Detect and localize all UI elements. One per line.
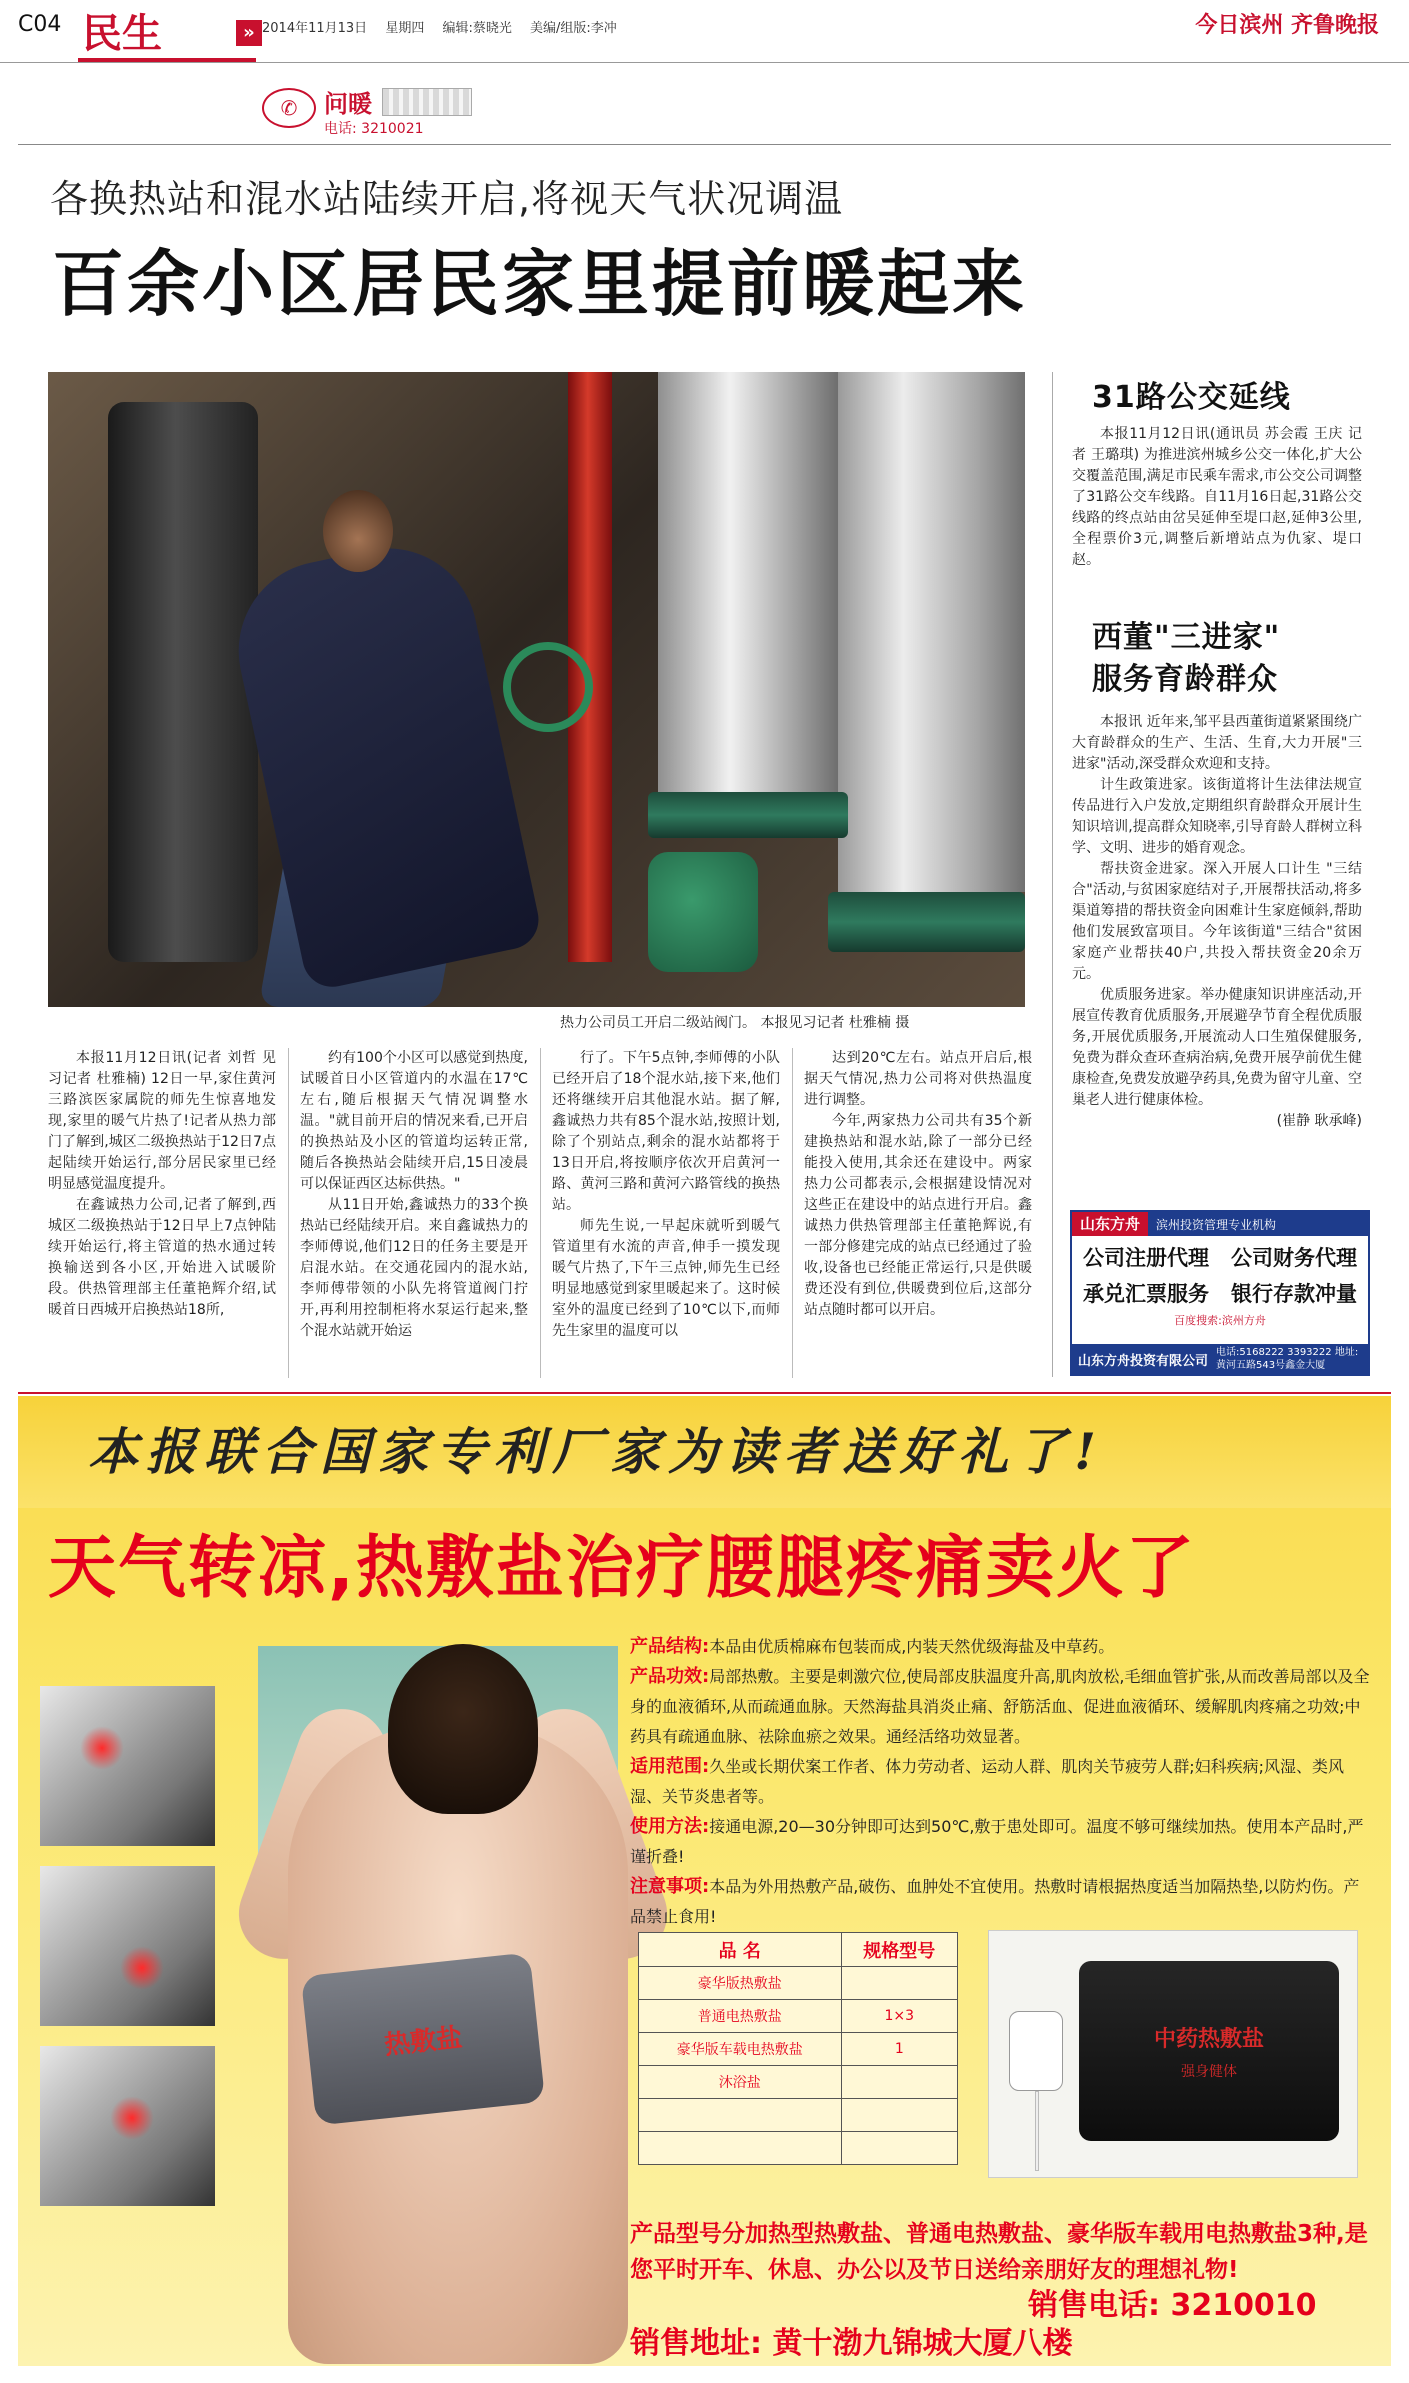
thermometer-icon: ✆ [262,88,316,128]
table-header: 品 名 [639,1933,842,1967]
advert-bottom-text: 产品型号分加热型热敷盐、普通电热敷盐、豪华版车载用电热敷盐3种,是您平时开车、休息、办公以及节日送给亲朋好友的理想礼物! [630,2221,1368,2283]
table-cell [639,2099,842,2132]
photo-caption: 热力公司员工开启二级站阀门。 本报见习记者 杜雅楠 摄 [560,1015,910,1031]
section-label [78,2,256,58]
issue-meta [262,17,631,36]
product-spec-item [630,1872,1370,1932]
radiator-icon [382,88,472,116]
designer-credit: 美编/组版:李冲 [530,21,617,36]
table-cell: 豪华版热敷盐 [639,1967,842,2000]
table-cell [841,2066,957,2099]
page-header [0,0,1409,90]
product-spec-item [630,1662,1370,1752]
fangzhou-contact: 电话:5168222 3393222 地址:黄河五路543号鑫金大厦 [1216,1347,1359,1371]
sanjinjia-body [1072,712,1362,1132]
table-cell [841,2132,957,2165]
article-column-1 [48,1048,276,1321]
article-paragraph: 从11日开始,鑫诚热力的33个换热站已经陆续开启。来自鑫诚热力的李师傅说,他们12日的任务主要是开启混水站。在交通花园内的混水站,李师傅带领的小队先将管道阀门拧开,再利用控制柜将水泵运行起来,整个混水站就开始运 [300,1197,528,1339]
page-number: C04 [18,12,62,37]
sales-phone: 销售电话: 3210010 [1028,2288,1317,2323]
power-cord [1035,2091,1039,2171]
product-spec-item [630,1812,1370,1872]
fangzhou-advert-header [1072,1212,1368,1236]
heat-pad-image [301,1952,545,2125]
heat-pad-label: 热敷盐 [382,2022,464,2061]
photo-worker-head [323,490,393,572]
product-photo [988,1930,1358,2178]
issue-weekday: 星期四 [385,21,425,36]
advert-subheadline: 天气转凉,热敷盐治疗腰腿疼痛卖火了 [48,1529,1196,1608]
product-pad-label: 中药热敷盐 [1153,2025,1264,2052]
electric-heat-pad [1079,1961,1339,2141]
sanjinjia-title-line1: 西董"三进家" [1092,620,1281,655]
fangzhou-service: 公司财务代理 [1231,1246,1357,1270]
table-cell: 1 [841,2033,957,2066]
spec-text: 局部热敷。主要是刺激穴位,使局部皮肤温度升高,肌肉放松,毛细血管扩张,从而改善局部以及全身的血液循环,从而疏通血脉。天然海盐具消炎止痛、舒筋活血、促进血液循环、缓解肌肉疼痛之功效;中药具有疏通血脉、祛除血瘀之效果。通经活络功效显著。 [630,1667,1370,1746]
pain-hotspot [80,1726,124,1770]
table-row [639,2132,958,2165]
header-divider [0,62,1409,63]
column-divider [792,1048,793,1378]
table-header-row [639,1933,958,1967]
chevron-right-icon: » [236,20,262,46]
table-cell [841,1967,957,2000]
sanjinjia-paragraph: 优质服务进家。举办健康知识讲座活动,开展宣传教育优质服务,开展避孕节育全程优质服务,开展优质服务,开展流动人口生殖保健服务,免费为群众查环查病治病,免费开展孕前优生健康检查,免费发放避孕药具,免费为留守儿童、空巢老人进行健康体检。 [1072,987,1362,1108]
article-column-3 [552,1048,780,1342]
spec-label: 产品功效: [630,1666,710,1687]
table-cell: 1×3 [841,2000,957,2033]
shoulder-pain-thumbnail [40,1686,215,1846]
masthead-logo: 今日滨州 齐鲁晚报 [1195,12,1379,38]
table-row [639,2099,958,2132]
sanjinjia-author: (崔静 耿承峰) [1276,1113,1362,1129]
product-spec-item [630,1632,1370,1662]
sanjinjia-title-line2: 服务育龄群众 [1092,662,1278,697]
photo-tank [658,372,838,792]
heat-salt-advert [18,1396,1391,2366]
article-subheadline: 各换热站和混水站陆续开启,将视天气状况调温 [50,177,844,221]
table-row [639,1967,958,2000]
table-cell: 豪华版车载电热敷盐 [639,2033,842,2066]
sanjinjia-paragraph: 计生政策进家。该街道将计生法律法规宣传品进行入户发放,定期组织育龄群众开展计生知识培训,提高群众知晓率,引导育龄人群树立科学、文明、进步的婚育观念。 [1072,777,1362,856]
knee-pain-thumbnail [40,2046,215,2206]
product-description [630,1632,1370,1932]
spec-label: 产品结构: [630,1636,710,1657]
column-divider [540,1048,541,1378]
pain-hotspot [110,2096,154,2140]
article-divider [18,144,1391,145]
article-paragraph: 达到20℃左右。站点开启后,根据天气情况,热力公司将对供热温度进行调整。 [804,1050,1032,1108]
sanjinjia-paragraph: 帮扶资金进家。深入开展人口计生 "三结合"活动,与贫困家庭结对子,开展帮扶活动,将多渠道筹措的帮扶资金向困难计生家庭倾斜,帮助他们发展致富项目。今年该街道"三结合"贫困家庭产业帮扶40户,共投入帮扶资金20余万元。 [1072,861,1362,982]
advert-headline: 本报联合国家专利厂家为读者送好礼了! [88,1422,1104,1481]
article-paragraph: 今年,两家热力公司共有35个新建换热站和混水站,除了一部分已经能投入使用,其余还在建设中。两家热力公司都表示,会根据建设情况对这些正在建设中的站点进行开启。鑫诚热力供热管理部主任董艳辉说,有一部分修建完成的站点已经通过了验收,设备也已经能正常运行,只是供暖费还没有到位,供暖费到位后,这部分站点随时都可以开启。 [804,1113,1032,1318]
column-divider [288,1048,289,1378]
article-photo [48,372,1025,1007]
advert-divider [18,1392,1391,1394]
fangzhou-service-row [1072,1242,1368,1272]
table-row [639,2066,958,2099]
table-header: 规格型号 [841,1933,957,1967]
editor-credit: 编辑:蔡晓光 [442,21,512,36]
article-headline: 百余小区居民家里提前暖起来 [52,242,1028,326]
article-column-4 [804,1048,1032,1321]
table-cell [841,2099,957,2132]
article-paragraph: 本报11月12日讯(记者 刘哲 见习记者 杜雅楠) 12日一早,家住黄河三路滨医家属院的师先生惊喜地发现,家里的暖气片热了!记者从热力部门了解到,城区二级换热站于12日7点起陆续开始运行,部分居民家里已经明显感觉温度提升。 [48,1050,276,1192]
sales-address: 销售地址: 黄十渤九锦城大厦八楼 [630,2326,1073,2361]
article-paragraph: 行了。下午5点钟,李师傅的小队已经开启了18个混水站,接下来,他们还将继续开启其他混水站。据了解,鑫诚热力共有85个混水站,按照计划,除了个别站点,剩余的混水站都将于13日开启,将按顺序依次开启黄河一路、黄河三路和黄河六路管线的换热站。 [552,1050,780,1213]
spec-text: 久坐或长期伏案工作者、体力劳动者、运动人群、肌肉关节疲劳人群;妇科疾病;风湿、类风湿、关节炎患者等。 [630,1757,1344,1806]
spec-label: 使用方法: [630,1816,710,1837]
photo-flange [828,892,1025,952]
spec-text: 接通电源,20—30分钟即可达到50℃,敷于患处即可。温度不够可继续加热。使用本产品时,严谨折叠! [630,1817,1364,1866]
controller-icon [1009,2011,1063,2091]
article-paragraph: 约有100个小区可以感觉到热度,试暖首日小区管道内的水温在17℃左右,随后根据天气情况调整水温。"就目前开启的情况来看,已开启的换热站及小区的管道均运转正常,随后各换热站会陆续开启,15日凌晨可以保证西区达标供热。" [300,1050,528,1192]
bus-news-paragraph: 本报11月12日讯(通讯员 苏会霞 王庆 记者 王璐琪) 为推进滨州城乡公交一体化,扩大公交覆盖范围,满足市民乘车需求,市公交公司调整了31路公交车线路。自11月16日起,31路公交线路的终点站由岔吴延伸至堤口赵,延伸3公里,全程票价3元,调整后新增站点为仇家、堤口赵。 [1072,426,1362,568]
spec-label: 注意事项: [630,1876,710,1897]
wenhuan-phone: 电话: 3210021 [324,121,424,137]
photo-pipe [108,402,258,962]
photo-tank [838,372,1025,892]
wenhuan-title: 问暖 [324,90,372,118]
bus-news-body [1072,424,1362,571]
table-cell: 沐浴盐 [639,2066,842,2099]
section-title: 民生 [82,10,162,57]
fangzhou-search-note: 百度搜索:滨州方舟 [1174,1314,1266,1327]
fangzhou-service: 公司注册代理 [1083,1246,1209,1270]
fangzhou-brand: 山东方舟 [1072,1212,1148,1236]
advert-model-image [248,1644,668,2364]
table-cell [639,2132,842,2165]
issue-date: 2014年11月13日 [262,21,368,36]
fangzhou-footer [1072,1344,1368,1374]
fangzhou-service: 承兑汇票服务 [1083,1282,1209,1306]
photo-flange [648,792,848,838]
spec-text: 本品由优质棉麻布包装而成,内装天然优级海盐及中草药。 [709,1637,1115,1656]
sanjinjia-paragraph: 本报讯 近年来,邹平县西董街道紧紧围绕广大育龄群众的生产、生活、生育,大力开展"三进家"活动,深受群众欢迎和支持。 [1072,714,1362,772]
table-row [639,2000,958,2033]
pain-hotspot [120,1946,164,1990]
fangzhou-tagline: 滨州投资管理专业机构 [1156,1217,1277,1232]
table-cell: 普通电热敷盐 [639,2000,842,2033]
product-spec-item [630,1752,1370,1812]
fangzhou-advert [1070,1210,1370,1376]
spec-label: 适用范围: [630,1756,710,1777]
fangzhou-service: 银行存款冲量 [1231,1282,1357,1306]
sidebar-divider [1052,372,1053,1377]
spec-text: 本品为外用热敷产品,破伤、血肿处不宜使用。热敷时请根据热度适当加隔热垫,以防灼伤。产品禁止食用! [630,1877,1360,1926]
fangzhou-company: 山东方舟投资有限公司 [1078,1353,1209,1369]
model-hair [388,1644,538,1814]
bus-news-title: 31路公交延线 [1092,380,1291,415]
photo-valve-wheel [503,642,593,732]
table-row [639,2033,958,2066]
article-paragraph: 师先生说,一早起床就听到暖气管道里有水流的声音,伸手一摸发现暖气片热了,下午三点钟,师先生已经明显地感觉到家里暖起来了。这时候室外的温度已经到了10℃以下,而师先生家里的温度可以 [552,1218,780,1339]
product-pad-sublabel: 强身健体 [1181,2063,1237,2080]
article-column-2 [300,1048,528,1342]
product-table [638,1932,958,2165]
back-pain-thumbnail [40,1866,215,2026]
photo-valve [648,852,758,972]
article-paragraph: 在鑫诚热力公司,记者了解到,西城区二级换热站于12日早上7点钟陆续开始运行,将主管道的热水通过转换输送到各小区,开始进入试暖阶段。供热管理部主任董艳辉介绍,试暖首日西城开启换热站18所, [48,1197,276,1318]
wenhuan-hotline-badge [262,82,482,142]
fangzhou-service-row [1072,1278,1368,1308]
